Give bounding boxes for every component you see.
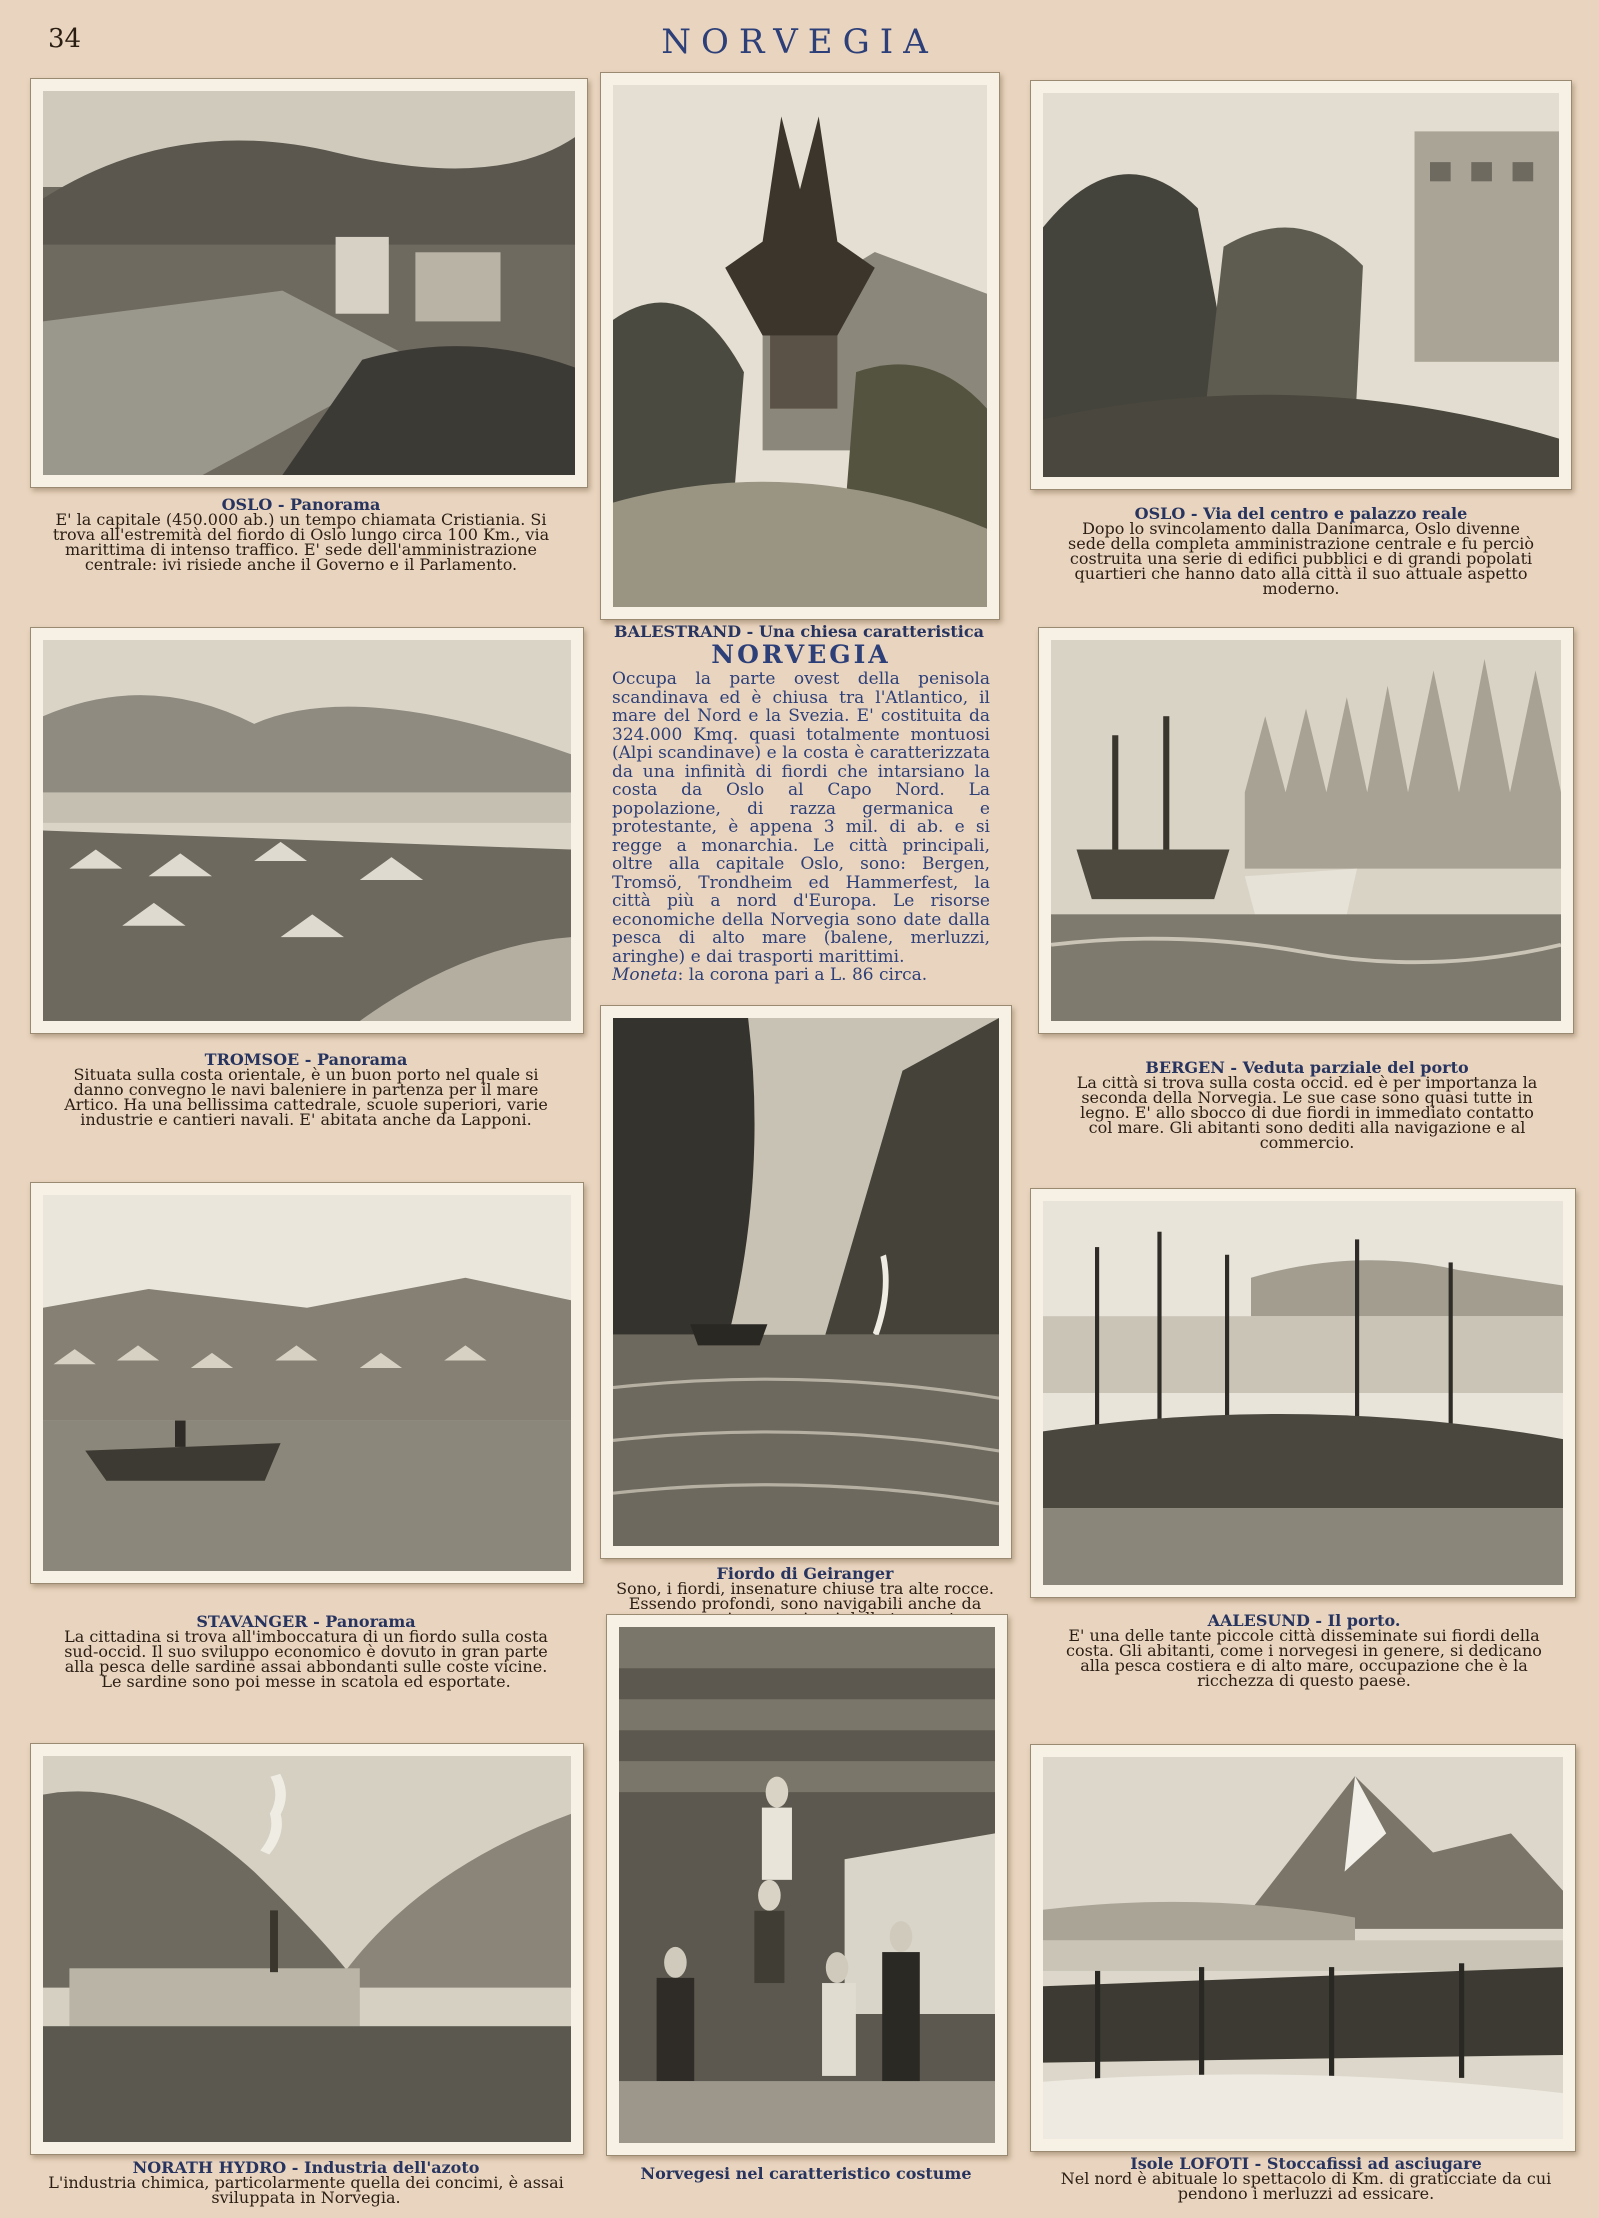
money-label: Moneta bbox=[612, 965, 678, 985]
caption-text: Dopo lo svincolamento dalla Danimarca, Oslo divenne sede della completa amministrazione centrale e fu perciò costruita una serie di edifici pubblici e di grandi popolati quartieri che hanno dato alla città il suo attuale aspetto moderno. bbox=[1068, 519, 1534, 598]
photo-card-oslo-panorama bbox=[30, 78, 588, 488]
photo-card-lofoti bbox=[1030, 1744, 1576, 2152]
caption-text: La cittadina si trova all'imboccatura di un fiordo sulla costa sud-occid. Il suo sviluppo economico è dovuto in gran parte alla pesca delle sardine assai abbondanti sulle coste vicine. Le sardine sono poi messe in scatola ed esportate. bbox=[64, 1627, 548, 1691]
caption-stavanger bbox=[58, 1614, 554, 1689]
photo-norwegian-costumes bbox=[619, 1627, 995, 2143]
intro-heading: NORVEGIA bbox=[711, 640, 891, 669]
caption-aalesund bbox=[1054, 1613, 1554, 1688]
caption-costumes bbox=[612, 2166, 1000, 2181]
page-title: NORVEGIA bbox=[661, 22, 938, 62]
caption-lofoti bbox=[1058, 2156, 1554, 2201]
caption-title: OSLO - Panorama bbox=[221, 495, 381, 514]
photo-card-stavanger bbox=[30, 1182, 584, 1584]
caption-title: Isole LOFOTI - Stoccafissi ad asciugare bbox=[1130, 2154, 1482, 2173]
photo-aalesund-port bbox=[1043, 1201, 1563, 1585]
caption-text: Sono, i fiordi, insenature chiuse tra alte rocce. Essendo profondi, sono navigabili anche da bbox=[616, 1579, 994, 1613]
caption-title: AALESUND - Il porto. bbox=[1207, 1611, 1401, 1630]
caption-bergen bbox=[1072, 1060, 1542, 1150]
caption-balestrand bbox=[600, 624, 998, 639]
caption-text: La città si trova sulla costa occid. ed è per importanza la seconda della Norvegia. Le sue case sono quasi tutte in legno. E' allo sbocco di due fiordi in immediato contatto col mare. Gli abitanti sono dediti alla navigazione e al commercio. bbox=[1076, 1073, 1538, 1152]
caption-norath-hydro bbox=[48, 2160, 564, 2205]
photo-oslo-panorama bbox=[43, 91, 575, 475]
caption-text: L'industria chimica, particolarmente quella dei concimi, è assai sviluppata in Norvegia. bbox=[48, 2173, 564, 2207]
caption-title: Fiordo di Geiranger bbox=[716, 1564, 894, 1583]
photo-card-oslo-street bbox=[1030, 80, 1572, 490]
caption-oslo-panorama bbox=[48, 497, 554, 572]
money-text: : la corona pari a L. 86 circa. bbox=[677, 965, 928, 985]
photo-tromsoe-panorama bbox=[43, 640, 571, 1021]
caption-title: STAVANGER - Panorama bbox=[196, 1612, 416, 1631]
caption-tromsoe bbox=[58, 1052, 554, 1127]
caption-text: E' la capitale (450.000 ab.) un tempo chiamata Cristiania. Si trova all'estremità del fiordo di Oslo lungo circa 100 Km., via marittima di intenso traffico. E' sede dell'amministrazione centrale: ivi risiede anche il Governo e il Parlamento. bbox=[52, 510, 550, 574]
photo-card-costumes bbox=[606, 1614, 1008, 2156]
photo-stavanger-panorama bbox=[43, 1195, 571, 1571]
intro-paragraph: Occupa la parte ovest della penisola scandinava ed è chiusa tra l'Atlantico, il mare del Nord e la Svezia. E' costituita da 324.000 Kmq. quasi totalmente montuosi (Alpi scandinave) e la costa è caratterizzata da una infinità di fiordi che intarsiano la costa da Oslo al Capo Nord. La popolazione, di razza germanica e protestante, è appena 3 mil. di ab. e si regge a monarchia. Le città principali, oltre alla capitale Oslo, sono: Bergen, Tromsö, Trondheim ed Hammerfest, la città più a nord d'Europa. Le risorse economiche della Norvegia sono date dalla pesca di alto mare (balene, merluzzi, aringhe) e dai trasporti marittimi. bbox=[612, 669, 990, 967]
intro-text-block bbox=[612, 640, 990, 985]
caption-title: BERGEN - Veduta parziale del porto bbox=[1145, 1058, 1469, 1077]
caption-title: OSLO - Via del centro e palazzo reale bbox=[1134, 504, 1468, 523]
photo-lofoti bbox=[1043, 1757, 1563, 2139]
photo-oslo-street bbox=[1043, 93, 1559, 477]
photo-norath-hydro bbox=[43, 1756, 571, 2142]
photo-card-norath-hydro bbox=[30, 1743, 584, 2155]
caption-title: Norvegesi nel caratteristico costume bbox=[640, 2164, 972, 2183]
photo-card-aalesund bbox=[1030, 1188, 1576, 1598]
caption-oslo-street bbox=[1062, 506, 1540, 596]
photo-card-bergen bbox=[1038, 627, 1574, 1034]
caption-text: E' una delle tante piccole città disseminate sui fiordi della costa. Gli abitanti, come i norvegesi in genere, si dedicano alla pesca costiera e di alto mare, occupazione che è la ricchezza di questo paese. bbox=[1066, 1626, 1542, 1690]
caption-title: NORATH HYDRO - Industria dell'azoto bbox=[132, 2158, 480, 2177]
photo-balestrand-church bbox=[613, 85, 987, 607]
photo-bergen-port bbox=[1051, 640, 1561, 1021]
intro-money bbox=[612, 966, 990, 985]
photo-card-tromsoe bbox=[30, 627, 584, 1034]
photo-card-geiranger bbox=[600, 1005, 1012, 1559]
caption-title: TROMSOE - Panorama bbox=[204, 1050, 408, 1069]
photo-geiranger-fjord bbox=[613, 1018, 999, 1546]
page-number: 34 bbox=[48, 24, 82, 54]
caption-text: Situata sulla costa orientale, è un buon porto nel quale si danno convegno le navi baleniere in partenza per il mare Artico. Ha una bellissima cattedrale, scuole superiori, varie industrie e cantieri navali. E' abitata anche da Lapponi. bbox=[64, 1065, 548, 1129]
caption-title: BALESTRAND - Una chiesa caratteristica bbox=[614, 622, 984, 641]
photo-card-balestrand bbox=[600, 72, 1000, 620]
caption-text: Nel nord è abituale lo spettacolo di Km. di graticciate da cui pendono i merluzzi ad essicare. bbox=[1060, 2169, 1552, 2203]
